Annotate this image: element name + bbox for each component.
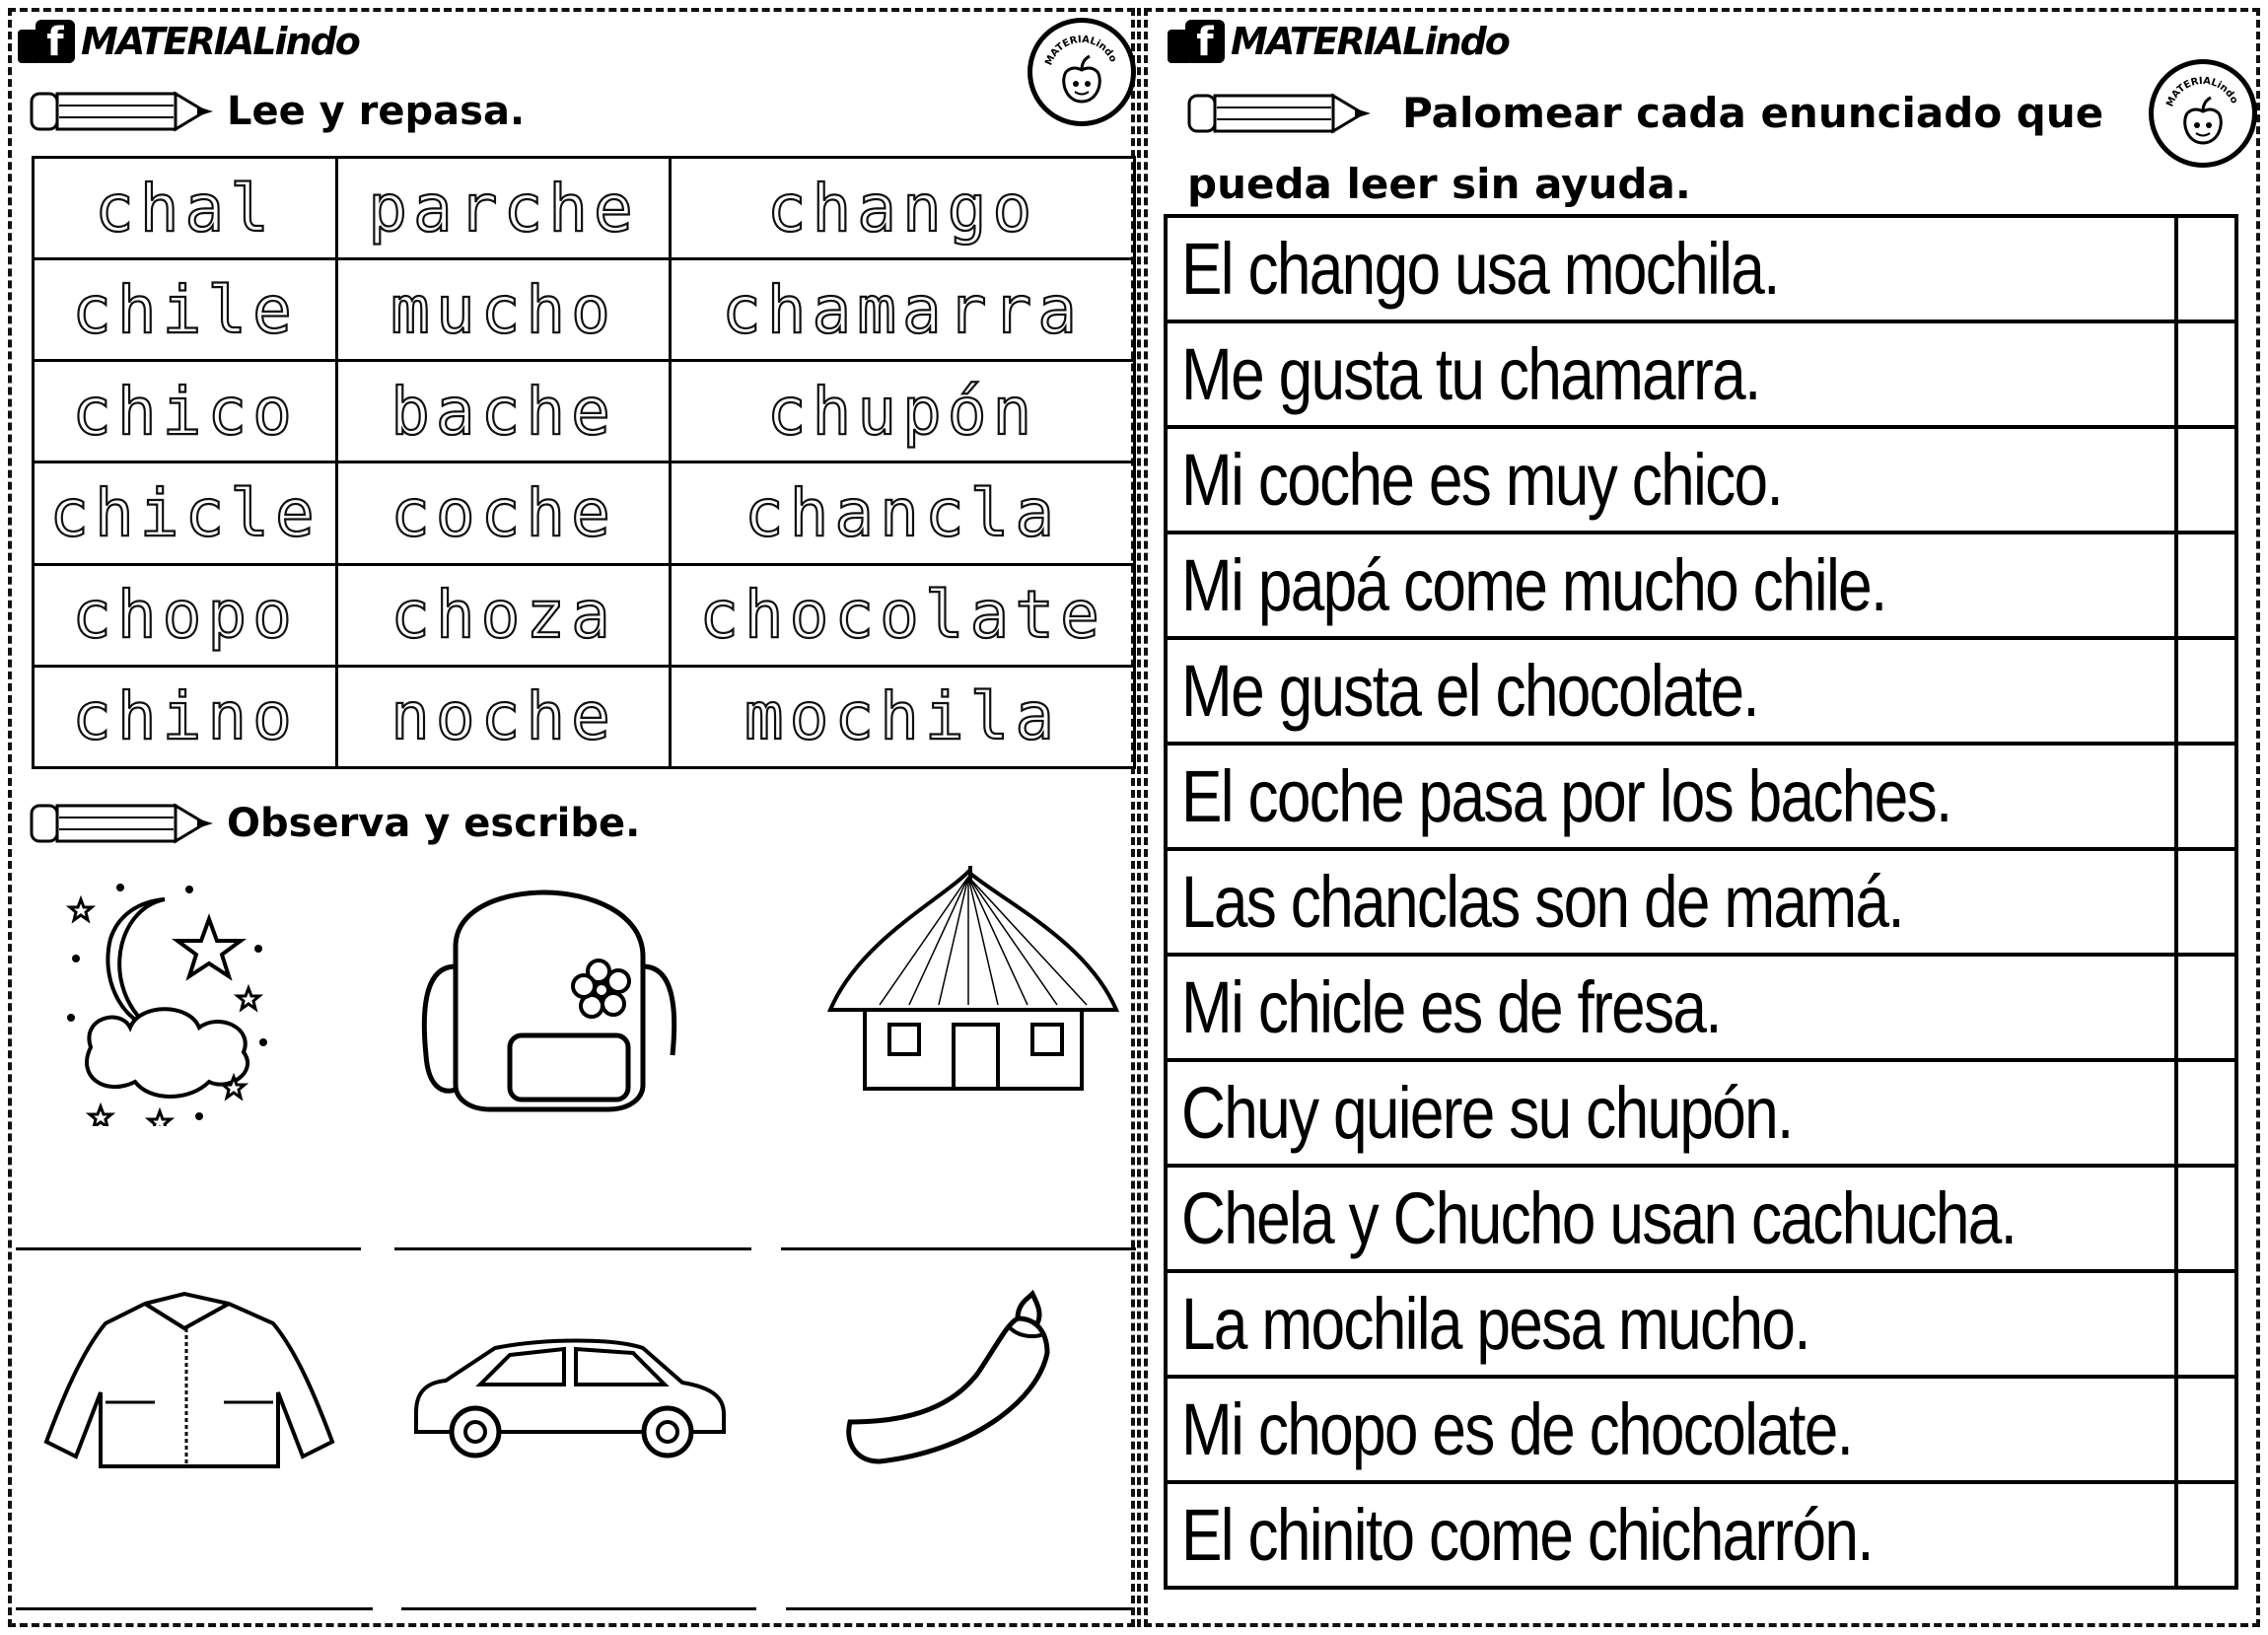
answer-line[interactable] — [781, 1247, 1136, 1250]
table-row — [34, 259, 1135, 361]
sentence: Mi coche es muy chico. — [1166, 427, 2176, 533]
trace-word: coche — [337, 462, 671, 564]
table-row — [1166, 1166, 2236, 1271]
table-row — [1166, 216, 2236, 321]
table-row — [34, 564, 1135, 666]
table-row — [1166, 744, 2236, 849]
trace-word: mochila — [671, 666, 1135, 767]
check-box[interactable] — [2176, 1482, 2236, 1588]
instruction-checkmark — [1187, 89, 2103, 137]
sentences-checklist — [1164, 214, 2238, 1590]
table-row — [34, 361, 1135, 462]
trace-word: mucho — [337, 259, 671, 361]
sentence: Chela y Chucho usan cachucha. — [1166, 1166, 2176, 1271]
instruction-text: Lee y repasa. — [227, 89, 526, 134]
table-row — [1166, 1060, 2236, 1166]
sentence: El chinito come chicharrón. — [1166, 1482, 2176, 1588]
check-box[interactable] — [2176, 1271, 2236, 1377]
sentence: El chango usa mochila. — [1166, 216, 2176, 321]
right-worksheet — [1144, 8, 2260, 1627]
sentence: Me gusta el chocolate. — [1166, 638, 2176, 744]
svg-text:MATERIALindo: MATERIALindo — [1043, 34, 1119, 68]
table-row — [1166, 321, 2236, 427]
sentence: La mochila pesa mucho. — [1166, 1271, 2176, 1377]
sentence: Mi chopo es de chocolate. — [1166, 1377, 2176, 1482]
instruction-text-line1: Palomear cada enunciado que — [1402, 89, 2104, 137]
trace-word: parche — [337, 158, 671, 259]
instruction-text-line2: pueda leer sin ayuda. — [1187, 160, 1691, 208]
instruction-observe-write — [30, 801, 640, 846]
moon-stars-icon — [61, 880, 288, 1126]
table-row — [1166, 533, 2236, 638]
trace-word: chino — [34, 666, 337, 767]
sentence: El coche pasa por los baches. — [1166, 744, 2176, 849]
svg-text:MATERIALindo: MATERIALindo — [2164, 75, 2240, 109]
brand-header — [18, 18, 359, 65]
brand-name: MATERIALindo — [81, 20, 359, 63]
tracing-words-table — [32, 156, 1136, 769]
check-box[interactable] — [2176, 849, 2236, 955]
trace-word: noche — [337, 666, 671, 767]
sentence: Mi papá come mucho chile. — [1166, 533, 2176, 638]
table-row — [1166, 955, 2236, 1060]
trace-word: chico — [34, 361, 337, 462]
table-row — [1166, 427, 2236, 533]
car-icon — [406, 1333, 732, 1461]
backpack-icon — [416, 888, 682, 1114]
check-box[interactable] — [2176, 533, 2236, 638]
instruction-read-trace — [30, 89, 525, 134]
table-row — [1166, 849, 2236, 955]
answer-line[interactable] — [786, 1607, 1131, 1610]
facebook-like-icon: f — [18, 18, 75, 65]
table-row — [34, 158, 1135, 259]
trace-word: chancla — [671, 462, 1135, 564]
instruction-text: Observa y escribe. — [227, 801, 641, 846]
facebook-like-icon: f — [1168, 18, 1225, 65]
check-box[interactable] — [2176, 1166, 2236, 1271]
table-row — [1166, 1271, 2236, 1377]
sentence: Las chanclas son de mamá. — [1166, 849, 2176, 955]
check-box[interactable] — [2176, 955, 2236, 1060]
trace-word: choza — [337, 564, 671, 666]
trace-word: chile — [34, 259, 337, 361]
brand-seal-logo — [1028, 18, 1136, 126]
table-row — [34, 666, 1135, 767]
answer-line[interactable] — [401, 1607, 756, 1610]
check-box[interactable] — [2176, 216, 2236, 321]
trace-word: chamarra — [671, 259, 1135, 361]
trace-word: chicle — [34, 462, 337, 564]
trace-word: chupón — [671, 361, 1135, 462]
table-row — [1166, 1377, 2236, 1482]
answer-line[interactable] — [16, 1607, 373, 1610]
table-row — [1166, 638, 2236, 744]
check-box[interactable] — [2176, 1060, 2236, 1166]
pencil-icon — [1187, 92, 1375, 135]
check-box[interactable] — [2176, 427, 2236, 533]
trace-word: chocolate — [671, 564, 1135, 666]
chili-icon — [840, 1284, 1077, 1471]
pencil-icon — [30, 802, 217, 845]
check-box[interactable] — [2176, 321, 2236, 427]
trace-word: chopo — [34, 564, 337, 666]
answer-line[interactable] — [394, 1247, 751, 1250]
pencil-icon — [30, 90, 217, 133]
left-worksheet — [8, 8, 1135, 1627]
table-row — [1166, 1482, 2236, 1588]
check-box[interactable] — [2176, 744, 2236, 849]
sentence: Mi chicle es de fresa. — [1166, 955, 2176, 1060]
jacket-icon — [36, 1284, 342, 1471]
table-row — [34, 462, 1135, 564]
check-box[interactable] — [2176, 1377, 2236, 1482]
trace-word: chal — [34, 158, 337, 259]
trace-word: bache — [337, 361, 671, 462]
brand-seal-logo — [2149, 59, 2257, 168]
check-box[interactable] — [2176, 638, 2236, 744]
brand-header — [1168, 18, 1509, 65]
answer-line[interactable] — [16, 1247, 361, 1250]
trace-word: chango — [671, 158, 1135, 259]
sentence: Me gusta tu chamarra. — [1166, 321, 2176, 427]
hut-icon — [820, 862, 1126, 1094]
brand-name: MATERIALindo — [1231, 20, 1509, 63]
sentence: Chuy quiere su chupón. — [1166, 1060, 2176, 1166]
